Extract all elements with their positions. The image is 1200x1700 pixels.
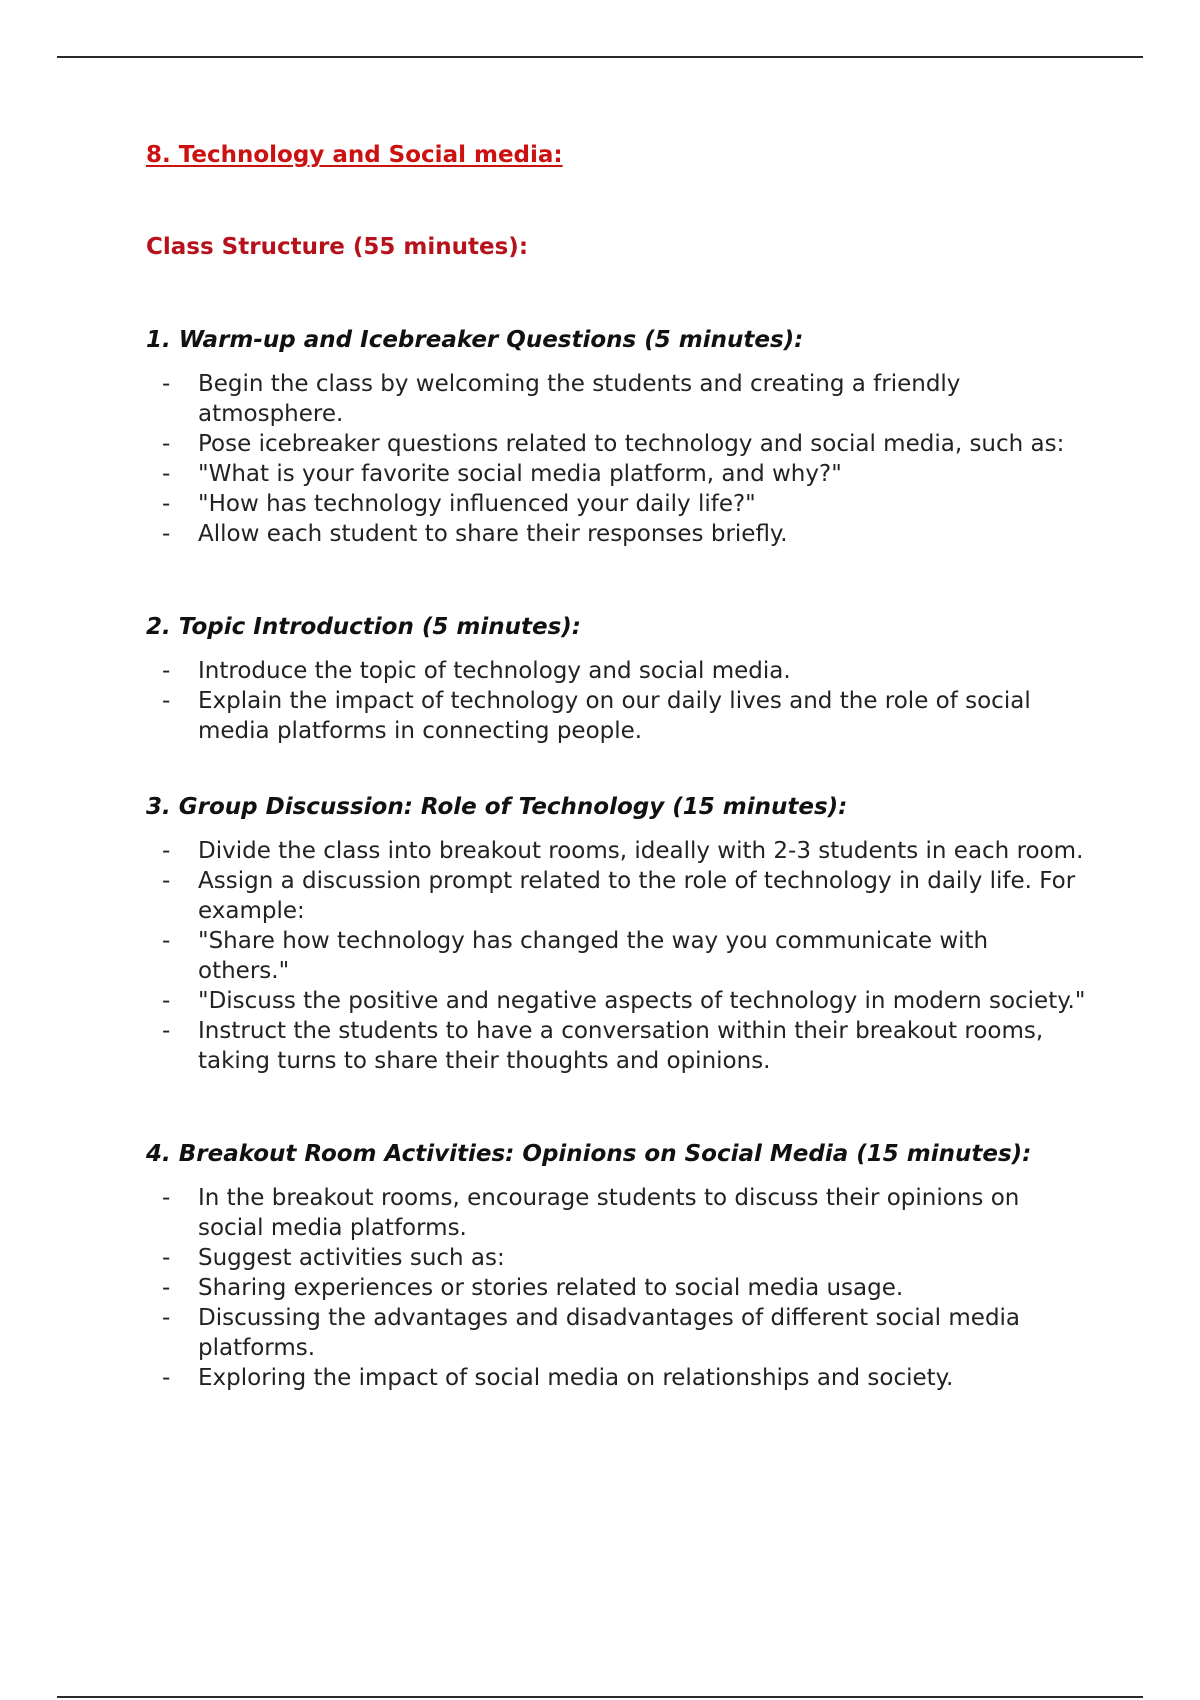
bullet-marker: - — [162, 1275, 171, 1301]
list-item-text: In the breakout rooms, encourage students to discuss their opinions on social media platforms. — [198, 1185, 1020, 1241]
list-item — [146, 1016, 1086, 1076]
list-item-text: Divide the class into breakout rooms, ideally with 2-3 students in each room. — [198, 838, 1084, 864]
section-list-warmup — [146, 369, 1086, 549]
document-title: 8. Technology and Social media: — [146, 142, 563, 168]
list-item-text: Allow each student to share their responses briefly. — [198, 521, 788, 547]
bullet-marker: - — [162, 688, 171, 714]
list-item — [146, 686, 1086, 746]
bullet-marker: - — [162, 521, 171, 547]
bullet-marker: - — [162, 838, 171, 864]
list-item-text: Sharing experiences or stories related to social media usage. — [198, 1275, 904, 1301]
bullet-marker: - — [162, 1305, 171, 1331]
list-item — [146, 1363, 1086, 1393]
list-item — [146, 519, 1086, 549]
section-list-breakout-activities — [146, 1183, 1086, 1393]
list-item-text: Exploring the impact of social media on relationships and society. — [198, 1365, 954, 1391]
list-item — [146, 1303, 1086, 1363]
list-item-text: "Discuss the positive and negative aspects of technology in modern society." — [198, 988, 1086, 1014]
list-item — [146, 926, 1086, 986]
bullet-marker: - — [162, 1245, 171, 1271]
list-item — [146, 1243, 1086, 1273]
bullet-marker: - — [162, 988, 171, 1014]
list-item — [146, 459, 1086, 489]
section-heading-warmup: 1. Warm-up and Icebreaker Questions (5 minutes): — [146, 327, 804, 353]
list-item — [146, 429, 1086, 459]
list-item-text: Discussing the advantages and disadvantages of different social media platforms. — [198, 1305, 1021, 1361]
bullet-marker: - — [162, 491, 171, 517]
bullet-marker: - — [162, 1018, 171, 1044]
list-item — [146, 1273, 1086, 1303]
bullet-marker: - — [162, 928, 171, 954]
section-heading-breakout-activities: 4. Breakout Room Activities: Opinions on Social Media (15 minutes): — [146, 1141, 1032, 1167]
document-body — [146, 140, 1086, 1393]
bullet-marker: - — [162, 1365, 171, 1391]
list-item-text: Instruct the students to have a conversation within their breakout rooms, taking turns to share their thoughts and opinions. — [198, 1018, 1044, 1074]
list-item — [146, 836, 1086, 866]
bullet-marker: - — [162, 658, 171, 684]
list-item-text: Begin the class by welcoming the students and creating a friendly atmosphere. — [198, 371, 961, 427]
list-item — [146, 656, 1086, 686]
list-item — [146, 866, 1086, 926]
section-list-group-discussion — [146, 836, 1086, 1076]
bottom-rule — [57, 1696, 1143, 1698]
list-item-text: "What is your favorite social media platform, and why?" — [198, 461, 842, 487]
bullet-marker: - — [162, 461, 171, 487]
list-item — [146, 369, 1086, 429]
list-item-text: Explain the impact of technology on our daily lives and the role of social media platforms in connecting people. — [198, 688, 1031, 744]
list-item — [146, 1183, 1086, 1243]
class-structure-heading: Class Structure (55 minutes): — [146, 234, 529, 260]
section-heading-group-discussion: 3. Group Discussion: Role of Technology (15 minutes): — [146, 794, 848, 820]
list-item-text: "Share how technology has changed the way you communicate with others." — [198, 928, 989, 984]
bullet-marker: - — [162, 868, 171, 894]
section-list-topic-introduction — [146, 656, 1086, 746]
top-rule — [57, 56, 1143, 58]
list-item-text: Introduce the topic of technology and social media. — [198, 658, 791, 684]
list-item-text: Suggest activities such as: — [198, 1245, 505, 1271]
bullet-marker: - — [162, 431, 171, 457]
list-item-text: "How has technology influenced your daily life?" — [198, 491, 756, 517]
section-heading-topic-introduction: 2. Topic Introduction (5 minutes): — [146, 614, 581, 640]
list-item — [146, 489, 1086, 519]
list-item-text: Pose icebreaker questions related to technology and social media, such as: — [198, 431, 1065, 457]
list-item — [146, 986, 1086, 1016]
bullet-marker: - — [162, 371, 171, 397]
list-item-text: Assign a discussion prompt related to the role of technology in daily life. For example: — [198, 868, 1076, 924]
bullet-marker: - — [162, 1185, 171, 1211]
